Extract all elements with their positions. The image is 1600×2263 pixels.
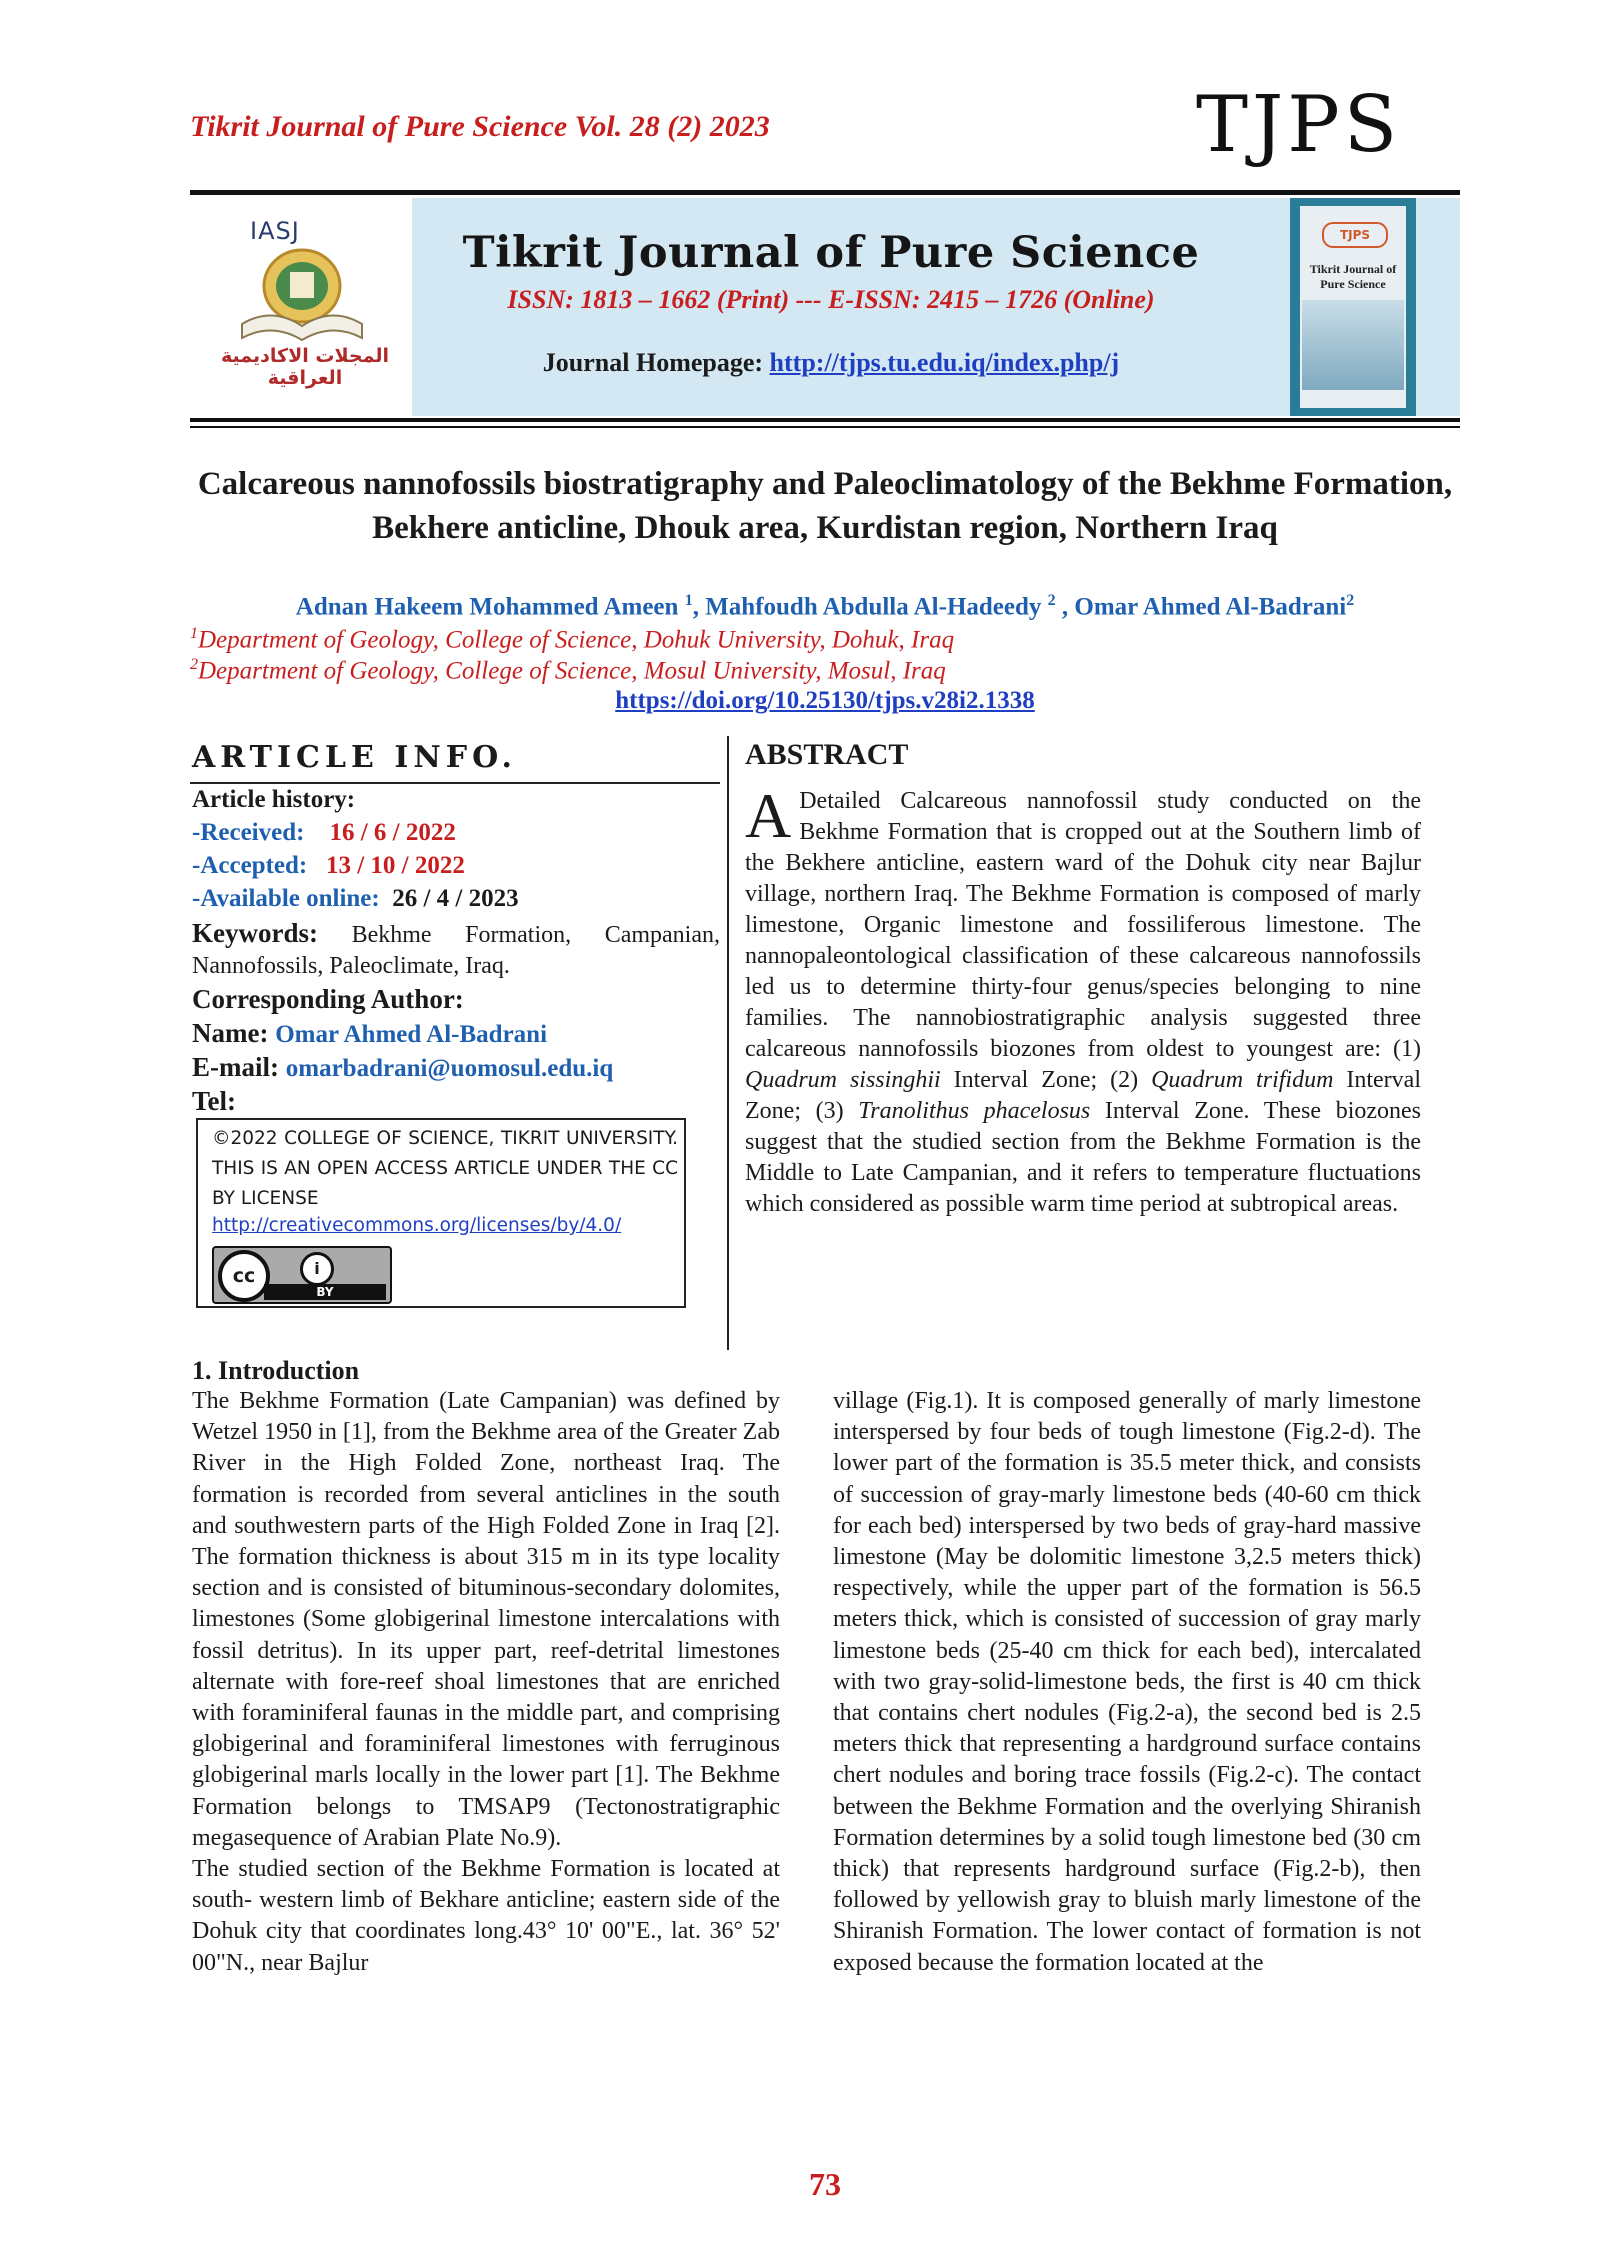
available-date: 26 / 4 / 2023 — [392, 885, 519, 912]
biozone-name: Quadrum sissinghii — [745, 1067, 941, 1093]
abstract-part: Interval Zone. These biozones suggest that the studied section from the Bekhme Formation is the Middle to Late Campanian, and it refers to temperature fluctuations which considered as possible warm time period at subtropical areas. — [745, 1098, 1422, 1217]
cover-badge: TJPS — [1322, 222, 1388, 248]
biozone-name: Quadrum trifidum — [1151, 1067, 1334, 1093]
homepage-link[interactable]: http://tjps.tu.edu.iq/index.php/j — [769, 348, 1120, 377]
body-column-left — [192, 1386, 780, 1979]
article-info-heading: ARTICLE INFO. — [192, 740, 517, 775]
abstract-part: Detailed Calcareous nannofossil study conducted on the Bekhme Formation that is cropped out at the Southern limb of the Bekhere anticline, eastern ward of the Dohuk city near Bajlur village, northern Iraq. The Bekhme Formation is composed of marly limestone, Organic limestone and fossiliferous limestone. The nannopaleontological classification of these calcareous nannofossils led us to determine thirty-four genus/species belonging to nine families. The nannobiostratigraphic analysis suggested three calcareous nannofossils biozones from oldest to youngest are: (1) — [745, 788, 1421, 1062]
accepted-row — [192, 852, 465, 880]
keywords-label: Keywords: — [192, 918, 318, 948]
tjps-logo: TJPS — [1196, 80, 1402, 170]
column-divider — [727, 736, 729, 1350]
email-row — [192, 1052, 613, 1083]
article-history-label: Article history: — [192, 786, 356, 813]
body-paragraph: The studied section of the Bekhme Formation is located at south- western limb of Bekhare anticline; eastern side of the Dohuk city that coordinates long.43° 10' 00"E., lat. 36° 52' 00"N., near Bajlur — [192, 1856, 780, 1976]
license-text: ©2022 COLLEGE OF SCIENCE, TIKRIT UNIVERSITY. THIS IS AN OPEN ACCESS ARTICLE UNDER THE CC BY LICENSE — [212, 1128, 678, 1209]
iasj-logo-label: IASJ — [250, 217, 300, 245]
affiliation-2 — [190, 656, 1460, 685]
journal-title: Tikrit Journal of Pure Science — [462, 228, 1200, 278]
available-label: -Available online: — [192, 885, 380, 912]
affil-mark: 1 — [190, 625, 198, 642]
license-link[interactable]: http://creativecommons.org/licenses/by/4.0/ — [212, 1215, 622, 1236]
by-label: BY — [264, 1284, 386, 1300]
name-label: Name: — [192, 1018, 276, 1048]
banner-rule-thick — [190, 418, 1460, 422]
cc-icon: cc — [218, 1250, 270, 1302]
keywords-text: Bekhme Formation, Campanian, Nannofossils, Paleoclimate, Iraq. — [192, 922, 720, 979]
abstract-dropcap: A — [745, 780, 792, 851]
article-title: Calcareous nannofossils biostratigraphy and Paleoclimatology of the Bekhme Formation, Bekhere anticline, Dhouk area, Kurdistan region, Northern Iraq — [197, 466, 1453, 546]
body-paragraph: The Bekhme Formation (Late Campanian) was defined by Wetzel 1950 in [1], from the Bekhme area of the Greater Zab River in the High Folded Zone, northeast Iraq. The formation is recorded from several anticlines in the south and southwestern parts of the High Folded Zone in Iraq [2]. The formation thickness is about 315 m in its type locality section and is consisted of bituminous-secondary dolomites, limestones (Some globigerinal limestone intercalations with fossil detritus). In its upper part, reef-detrital limestones alternate with fore-reef shoal limestones that are enriched with foraminiferal faunas in the middle part, and comprising globigerinal and foraminiferal limestones with ferruginous globigerinal marls locally in the lower part [1]. The Bekhme Formation belongs to TMSAP9 (Tectonostratigraphic megasequence of Arabian Plate No.9). — [192, 1388, 780, 1851]
doi-line — [190, 687, 1460, 715]
page-number: 73 — [809, 2166, 841, 2202]
body-column-right — [833, 1386, 1421, 1979]
introduction-heading: 1. Introduction — [192, 1356, 360, 1385]
article-info-rule — [190, 782, 720, 784]
abstract-part: Interval Zone; (3) — [745, 1067, 1421, 1124]
abstract-text — [745, 780, 1422, 1220]
received-label: -Received: — [192, 819, 305, 846]
available-row — [192, 885, 519, 913]
issn-line: ISSN: 1813 – 1662 (Print) --- E-ISSN: 2415 – 1726 (Online) — [507, 285, 1155, 314]
tel-label: Tel: — [192, 1086, 237, 1116]
affil-text: Department of Geology, College of Science, Dohuk University, Dohuk, Iraq — [198, 626, 955, 654]
journal-homepage — [412, 348, 1250, 378]
corresponding-name: Omar Ahmed Al-Badrani — [275, 1021, 548, 1048]
cover-title: Tikrit Journal of Pure Science — [1309, 262, 1397, 291]
header-rule — [190, 190, 1460, 195]
attribution-icon: i — [300, 1252, 334, 1286]
corresponding-author-label: Corresponding Author: — [192, 984, 464, 1014]
body-paragraph: village (Fig.1). It is composed generally of marly limestone interspersed by four beds of tough limestone (Fig.2-d). The lower part of the formation is 35.5 meter thick, and consists of succession of gray-marly limestone beds (40-60 cm thick for each bed) interspersed by two beds of gray-hard massive limestone (May be dolomitic limestone 3,2.5 meters thick) respectively, while the upper part of the formation is 56.5 meters thick, which is consisted of succession of gray marly limestone beds (25-40 cm thick for each bed), intercalated with two gray-solid-limestone beds, the first is 40 cm thick that contains chert nodules (Fig.2-a), the second bed is 2.5 meters thick that representing a hardground surface contains chert nodules and boring trace fossils (Fig.2-c). The contact between the Bekhme Formation and the overlying Shiranish Formation determines by a solid tough limestone bed (30 cm thick) that represents hardground surface (Fig.2-b), then followed by yellowish gray to bluish marly limestone of the Shiranish Formation. The lower contact of formation is not exposed because the formation located at the — [833, 1388, 1421, 1976]
keywords — [192, 918, 720, 982]
author-name: Adnan Hakeem Mohammed Ameen — [295, 593, 685, 621]
author-list — [190, 592, 1460, 621]
banner-rule-thin — [190, 426, 1460, 428]
corresponding-email[interactable]: omarbadrani@uomosul.edu.iq — [285, 1055, 614, 1082]
author-affil-mark: 2 — [1346, 592, 1355, 609]
affil-text: Department of Geology, College of Science, Mosul University, Mosul, Iraq — [198, 657, 946, 685]
affil-mark: 2 — [190, 656, 198, 673]
doi-link[interactable]: https://doi.org/10.25130/tjps.v28i2.1338 — [615, 687, 1035, 714]
iasj-arabic-label: المجلات الاكاديمية العراقية — [221, 345, 389, 389]
received-date: 16 / 6 / 2022 — [329, 819, 456, 846]
affiliation-1 — [190, 625, 1460, 654]
received-row — [192, 819, 456, 847]
abstract-heading: ABSTRACT — [745, 738, 909, 771]
cover-image — [1302, 300, 1404, 390]
author-name: , Omar Ahmed Al-Badrani — [1055, 593, 1347, 621]
author-affil-mark: 2 — [1047, 592, 1056, 609]
iasj-emblem-icon — [232, 246, 372, 346]
author-name: , Mahfoudh Abdulla Al-Hadeedy — [692, 593, 1048, 621]
abstract-part: Interval Zone; (2) — [940, 1067, 1152, 1093]
homepage-label: Journal Homepage: — [542, 348, 770, 377]
running-head: Tikrit Journal of Pure Science Vol. 28 (2) 2023 — [190, 110, 770, 143]
email-label: E-mail: — [192, 1052, 286, 1082]
accepted-date: 13 / 10 / 2022 — [325, 852, 465, 879]
author-affil-mark: 1 — [684, 592, 693, 609]
author-name-row — [192, 1018, 547, 1049]
biozone-name: Tranolithus phacelosus — [858, 1098, 1091, 1124]
accepted-label: -Accepted: — [192, 852, 308, 879]
